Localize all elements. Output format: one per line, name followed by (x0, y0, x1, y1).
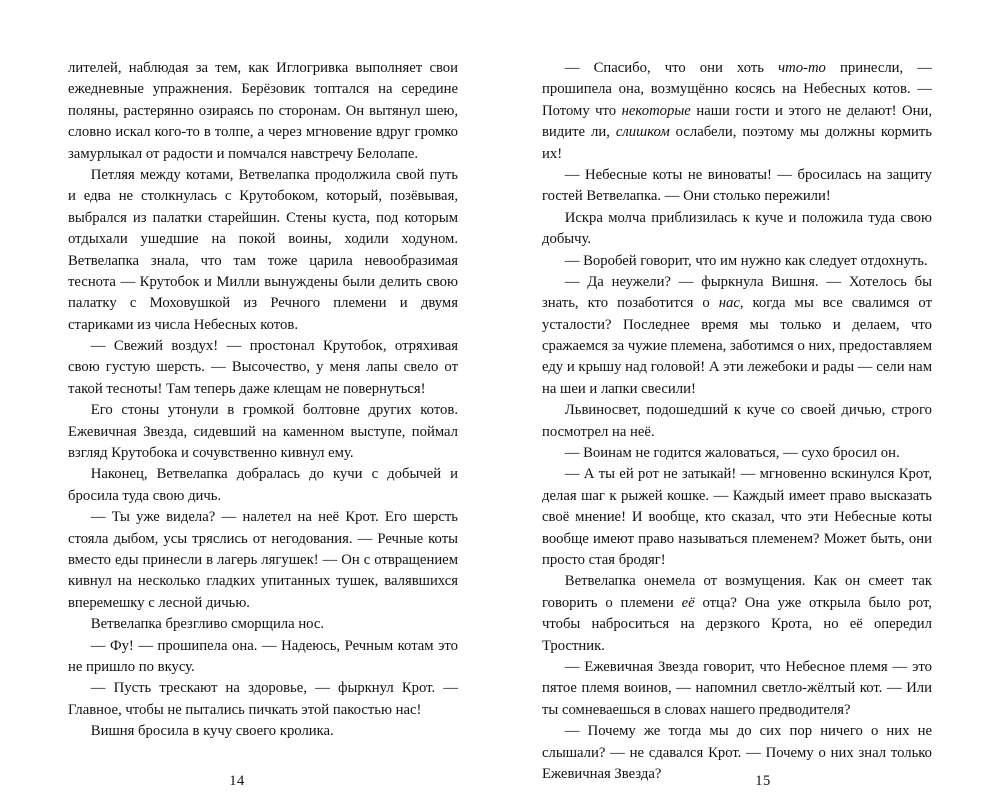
paragraph: — Воинам не годится жаловаться, — сухо бросил он. (564, 445, 900, 462)
page-left (0, 58, 500, 808)
paragraph: — Пусть трескают на здоровье, — фыркнул Крот. — Главное, чтобы не пытались пичкать этой пакостью нас! (68, 680, 458, 718)
paragraph: лителей, наблюдая за тем, как Иглогривка выполняет свои ежедневные упражнения. Берёзовик топтался на середине поляны, растерянно озираясь по сторонам. Он вытянул шею, словно искал кого-то в толпе, а через мгновение вдруг громко замурлыкал от радости и помчался навстречу Белолапе. (68, 60, 458, 162)
paragraph: — А ты ей рот не затыкай! — мгновенно вскинулся Крот, делая шаг к рыжей кошке. — Каждый имеет право высказать своё мнение! И вообще, кто сказал, что эти Небесные коты вообще имеют право называться племенем? Может быть, они просто стая бродяг! (542, 466, 932, 568)
paragraph: — Фу! — прошипела она. — Надеюсь, Речным котам это не пришло по вкусу. (68, 637, 458, 675)
body-text-right (542, 58, 932, 785)
paragraph: — Воробей говорит, что им нужно как следует отдохнуть. (564, 252, 928, 269)
page-right (500, 58, 1000, 808)
paragraph: Его стоны утонули в громкой болтовне других котов. Ежевичная Звезда, сидевший на каменном выступе, поймал взгляд Крутобока и сочувственно кивнул ему. (68, 402, 458, 462)
paragraph: — Почему же тогда мы до сих пор ничего о них не слышали? — не сдавался Крот. — Почему о них знал только Ежевичная Звезда? (542, 723, 932, 782)
emphasis-text: её (681, 594, 695, 611)
paragraph: — Ты уже видела? — налетел на неё Крот. Его шерсть стояла дыбом, усы тряслись от негодования. — Речные коты вместо еды принесли в лагерь лягушек! — Он с отвращением кивнул на несколько гладких упитанных тушек, валявшихся вперемешку с лесной дичью. (68, 509, 458, 611)
paragraph: Петляя между котами, Ветвелапка продолжила свой путь и едва не столкнулась с Крутобоком, который, позёвывая, выбрался из палатки старейшин. Стены куста, под которым отдыхали ушедшие на покой воины, ходили ходуном. Ветвелапка знала, что там тоже царила невообразимая теснота — Крутобок и Милли вынуждены были делить свою палатку с Моховушкой из Речного племени и двумя стариками из числа Небесных котов. (68, 166, 458, 333)
paragraph: Ветвелапка брезгливо сморщила нос. (90, 616, 325, 633)
paragraph: — Ежевичная Звезда говорит, что Небесное племя — это пятое племя воинов, — напомнил светло-жёлтый кот. — Или ты сомневаешься в словах нашего предводителя? (542, 658, 932, 718)
emphasis-text: некоторые (621, 102, 691, 119)
page-number-left: 14 (229, 773, 245, 789)
emphasis-text: что-то (778, 60, 826, 76)
paragraph: — Спасибо, что они хоть что-то принесли, — прошипела она, возмущённо косясь на Небесных котов. — Потому что некоторые наши гости и этого не делают! Они, видите ли, слишком ослабели, поэтому мы должны кормить их! (542, 60, 933, 162)
emphasis-text: слишком (615, 124, 670, 141)
paragraph: Ветвелапка онемела от возмущения. Как он смеет так говорить о племени её отца? Она уже открыла было рот, чтобы наброситься на дерзкого Крота, но её опередил Тростник. (542, 573, 932, 654)
paragraph: — Свежий воздух! — простонал Крутобок, отряхивая свою густую шерсть. — Высочество, у меня лапы свело от такой тесноты! Там теперь даже клещам не повернуться! (68, 338, 458, 397)
paragraph: Львиносвет, подошедший к куче со своей дичью, строго посмотрел на неё. (542, 402, 932, 440)
paragraph: — Небесные коты не виноваты! — бросилась на защиту гостей Ветвелапка. — Они столько пережили! (542, 166, 932, 205)
emphasis-text: нас (718, 295, 740, 312)
body-text-left (68, 58, 458, 743)
paragraph: Искра молча приблизилась к куче и положила туда свою добычу. (542, 209, 932, 248)
paragraph: Наконец, Ветвелапка добралась до кучи с добычей и бросила туда свою дичь. (68, 466, 458, 504)
page-number-right: 15 (755, 773, 771, 789)
paragraph: Вишня бросила в кучу своего кролика. (90, 723, 334, 740)
paragraph: — Да неужели? — фыркнула Вишня. — Хотелось бы знать, кто позаботится о нас, когда мы все свалимся от усталости? Последнее время мы только и делаем, что сражаемся за чужие племена, заботимся о них, предоставляем еду и крышу над головой! А эти лежебоки и рады — сели нам на шеи и лапки свесили! (542, 273, 932, 397)
